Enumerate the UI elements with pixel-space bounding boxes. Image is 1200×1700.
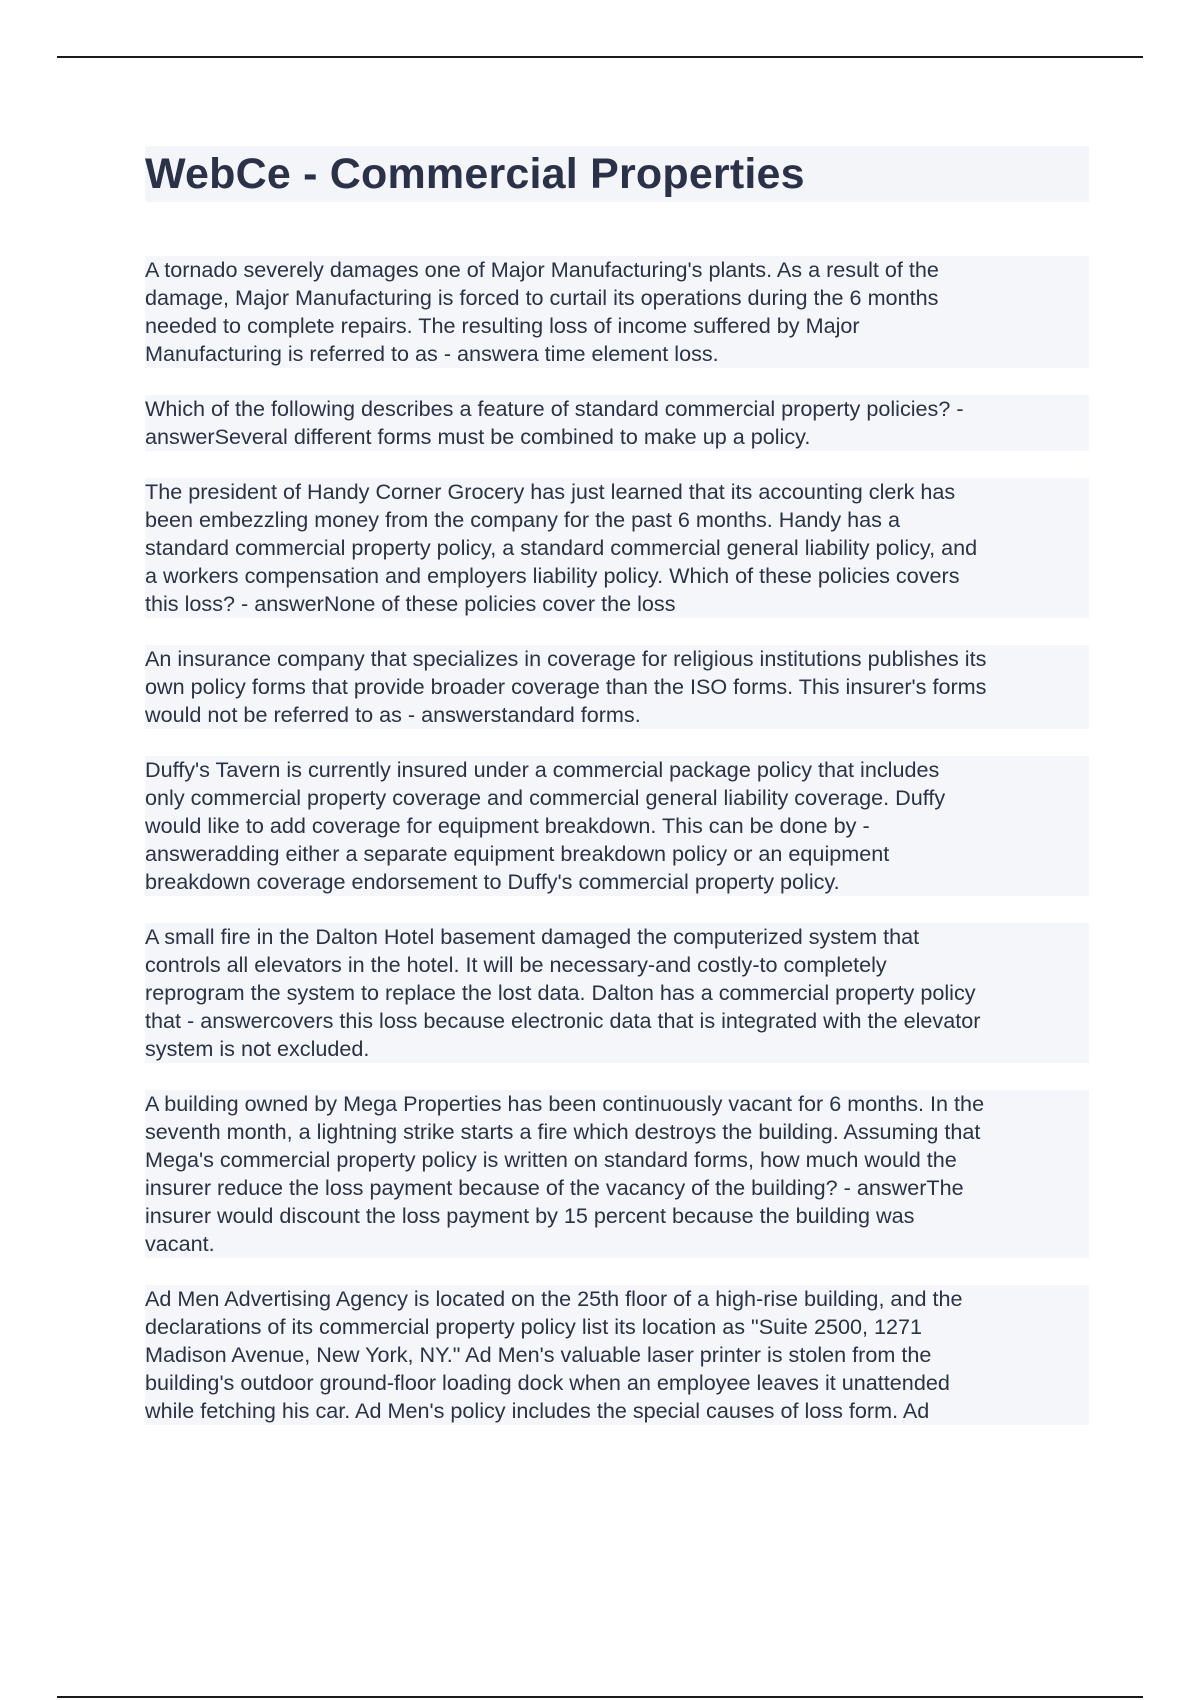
qa-paragraph: Ad Men Advertising Agency is located on the 25th floor of a high-rise building, and the declarations of its commercial property policy list its location as "Suite 2500, 1271 Madison Avenue, New York, NY." Ad Men's valuable laser printer is stolen from the building's outdoor ground-floor loading dock when an employee leaves it unattended while fetching his car. Ad Men's policy includes the special causes of loss form. Ad xyxy=(145,1285,1089,1425)
qa-paragraph: A tornado severely damages one of Major Manufacturing's plants. As a result of the damage, Major Manufacturing is forced to curtail its operations during the 6 months needed to complete repairs. The resulting loss of income suffered by Major Manufacturing is referred to as - answera time element loss. xyxy=(145,256,1089,368)
qa-paragraph: Which of the following describes a feature of standard commercial property policies? - answerSeveral different forms must be combined to make up a policy. xyxy=(145,395,1089,451)
top-rule xyxy=(57,56,1143,58)
bottom-rule xyxy=(57,1696,1143,1698)
qa-paragraph: The president of Handy Corner Grocery has just learned that its accounting clerk has been embezzling money from the company for the past 6 months. Handy has a standard commercial property policy, a standard commercial general liability policy, and a workers compensation and employers liability policy. Which of these policies covers this loss? - answerNone of these policies cover the loss xyxy=(145,478,1089,618)
qa-paragraph: A small fire in the Dalton Hotel basement damaged the computerized system that controls all elevators in the hotel. It will be necessary-and costly-to completely reprogram the system to replace the lost data. Dalton has a commercial property policy that - answercovers this loss because electronic data that is integrated with the elevator system is not excluded. xyxy=(145,923,1089,1063)
page-title: WebCe - Commercial Properties xyxy=(145,150,805,198)
document-body xyxy=(145,256,1089,1452)
title-banner xyxy=(145,146,1089,202)
qa-paragraph: An insurance company that specializes in coverage for religious institutions publishes its own policy forms that provide broader coverage than the ISO forms. This insurer's forms would not be referred to as - answerstandard forms. xyxy=(145,645,1089,729)
qa-paragraph: A building owned by Mega Properties has been continuously vacant for 6 months. In the seventh month, a lightning strike starts a fire which destroys the building. Assuming that Mega's commercial property policy is written on standard forms, how much would the insurer reduce the loss payment because of the vacancy of the building? - answerThe insurer would discount the loss payment by 15 percent because the building was vacant. xyxy=(145,1090,1089,1258)
qa-paragraph: Duffy's Tavern is currently insured under a commercial package policy that includes only commercial property coverage and commercial general liability coverage. Duffy would like to add coverage for equipment breakdown. This can be done by - answeradding either a separate equipment breakdown policy or an equipment breakdown coverage endorsement to Duffy's commercial property policy. xyxy=(145,756,1089,896)
